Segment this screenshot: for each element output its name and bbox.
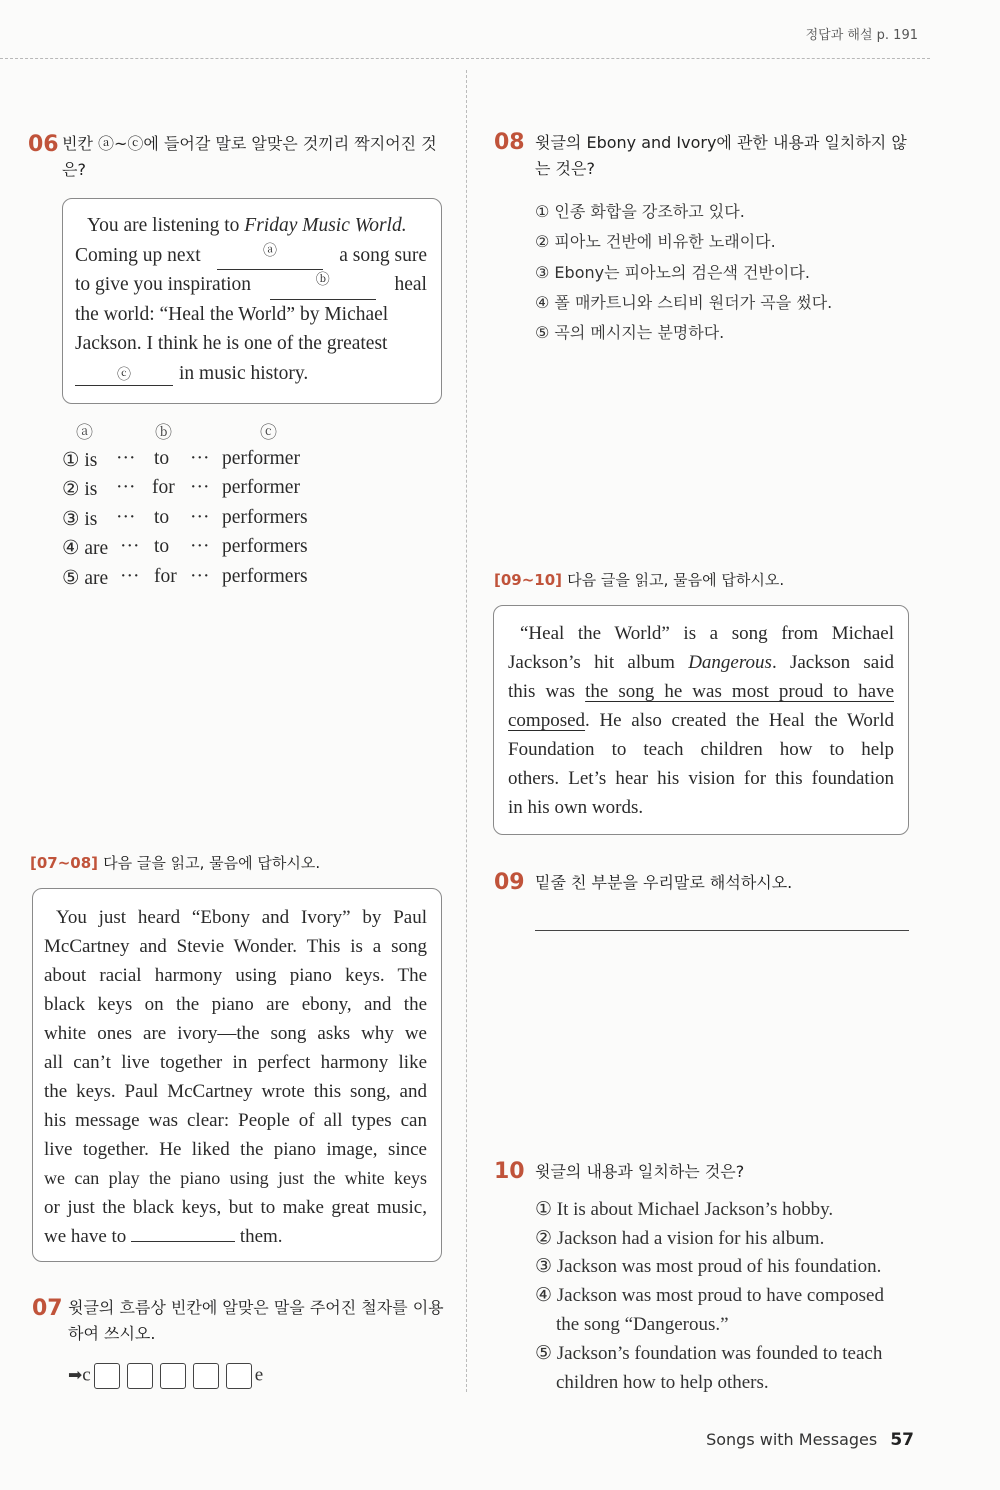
passage-0910: “Heal the World” is a song from Michael Jackson’s hit album Dangerous. Jackson said this was the song he was most proud to have composed. He also created the Heal the World Foundation to teach children how to help others. Let’s hear his vision for this foundation in his own words. [508,623,894,818]
chapter-title: Songs with Messages [706,1430,878,1449]
underlined-phrase: the song he was most proud to have [585,681,894,702]
section-0708-tag: [07~08] [30,854,99,872]
q06-header-a: ⓐ [76,423,93,442]
header-divider [0,58,930,59]
letter-box[interactable] [226,1363,252,1389]
q10-number: 10 [494,1159,525,1184]
q10-option-5[interactable]: ⑤ Jackson’s foundation was founded to teach [535,1343,883,1364]
q06-passage: You are listening to Friday Music World. Coming up next ⓐ a song sure to give you inspiration ⓑ heal the world: “Heal the World” by Michael Jackson. I think he is one of the greatest ⓒ in music history. [75,215,427,384]
passage-0910-box [493,605,909,835]
letter-box[interactable] [160,1363,186,1389]
q08-option-4[interactable]: ④ 폴 매카트니와 스티비 원더가 곡을 썼다. [535,293,833,312]
passage-0708-blank [131,1241,235,1242]
q06-option-1[interactable]: ① is ··· to ··· performer [62,448,300,471]
section-0708-heading [30,852,320,873]
letter-box[interactable] [127,1363,153,1389]
q06-option-4[interactable]: ④ are ··· to ··· performers [62,536,308,559]
q08-option-3[interactable]: ③ Ebony는 피아노의 검은색 건반이다. [535,263,810,282]
q10-option-2[interactable]: ② Jackson had a vision for his album. [535,1228,825,1249]
blank-b: ⓑ [270,270,376,300]
letter-box[interactable] [193,1363,219,1389]
passage-0708: You just heard “Ebony and Ivory” by Paul McCartney and Stevie Wonder. This is a song about racial harmony using piano keys. The black keys on the piano are ebony, and the white ones are ivory—the song asks why we all can’t live together in perfect harmony like the keys. Paul McCartney wrote this song, and his message was clear: People of all types can live together. He liked the piano image, since we can play the piano using just the white keys or just the black keys, but to make great music, we have to them. [44,907,427,1247]
letter-box[interactable] [94,1363,120,1389]
q07-number: 07 [32,1296,63,1321]
q10-question: 윗글의 내용과 일치하는 것은? [535,1162,745,1181]
q06-number: 06 [28,132,59,157]
answer-reference: 정답과 해설 p. 191 [805,28,918,43]
q06-header-b: ⓑ [155,423,172,442]
q06-passage-box [62,198,442,404]
blank-c: ⓒ [75,365,173,386]
q06-option-3[interactable]: ③ is ··· to ··· performers [62,507,308,530]
q07-first-letter: c [82,1364,91,1386]
arrow-icon: ➡ [68,1365,83,1386]
q07-answer-boxes[interactable] [68,1363,263,1389]
q06-question: 빈칸 ⓐ~ⓒ에 들어갈 말로 알맞은 것끼리 짝지어진 것은? [62,134,437,179]
q10-option-4[interactable]: ④ Jackson was most proud to have composed [535,1285,884,1306]
q09-number: 09 [494,870,525,895]
section-0708-instruction: 다음 글을 읽고, 물음에 답하시오. [103,854,321,872]
passage-0708-box [32,888,442,1262]
blank-a: ⓐ [217,241,323,271]
q08-number: 08 [494,130,525,155]
column-divider [466,70,467,1392]
q10-option-1[interactable]: ① It is about Michael Jackson’s hobby. [535,1199,834,1220]
q09-question: 밑줄 친 부분을 우리말로 해석하시오. [535,873,793,892]
q10-option-5-cont: children how to help others. [556,1372,769,1393]
q08-option-5[interactable]: ⑤ 곡의 메시지는 분명하다. [535,323,725,342]
underlined-phrase-end: composed [508,710,586,731]
section-0910-instruction: 다음 글을 읽고, 물음에 답하시오. [567,571,785,589]
q06-option-5[interactable]: ⑤ are ··· for ··· performers [62,566,308,589]
section-0910-tag: [09~10] [494,571,563,589]
q10-option-3[interactable]: ③ Jackson was most proud of his foundation. [535,1256,882,1277]
q08-question: 윗글의 Ebony and Ivory에 관한 내용과 일치하지 않 는 것은? [535,133,907,178]
q06-option-2[interactable]: ② is ··· for ··· performer [62,477,300,500]
q08-option-1[interactable]: ① 인종 화합을 강조하고 있다. [535,202,745,221]
page-footer [706,1430,914,1450]
q09-answer-line[interactable] [535,930,909,931]
q07-question: 윗글의 흐름상 빈칸에 알맞은 말을 주어진 철자를 이용 하여 쓰시오. [68,1298,444,1343]
q06-header-c: ⓒ [260,423,277,442]
q07-last-letter: e [254,1364,264,1386]
q08-option-2[interactable]: ② 피아노 건반에 비유한 노래이다. [535,232,776,251]
section-0910-heading [494,569,784,590]
page-number: 57 [890,1430,914,1450]
q10-option-4-cont: the song “Dangerous.” [556,1314,729,1335]
